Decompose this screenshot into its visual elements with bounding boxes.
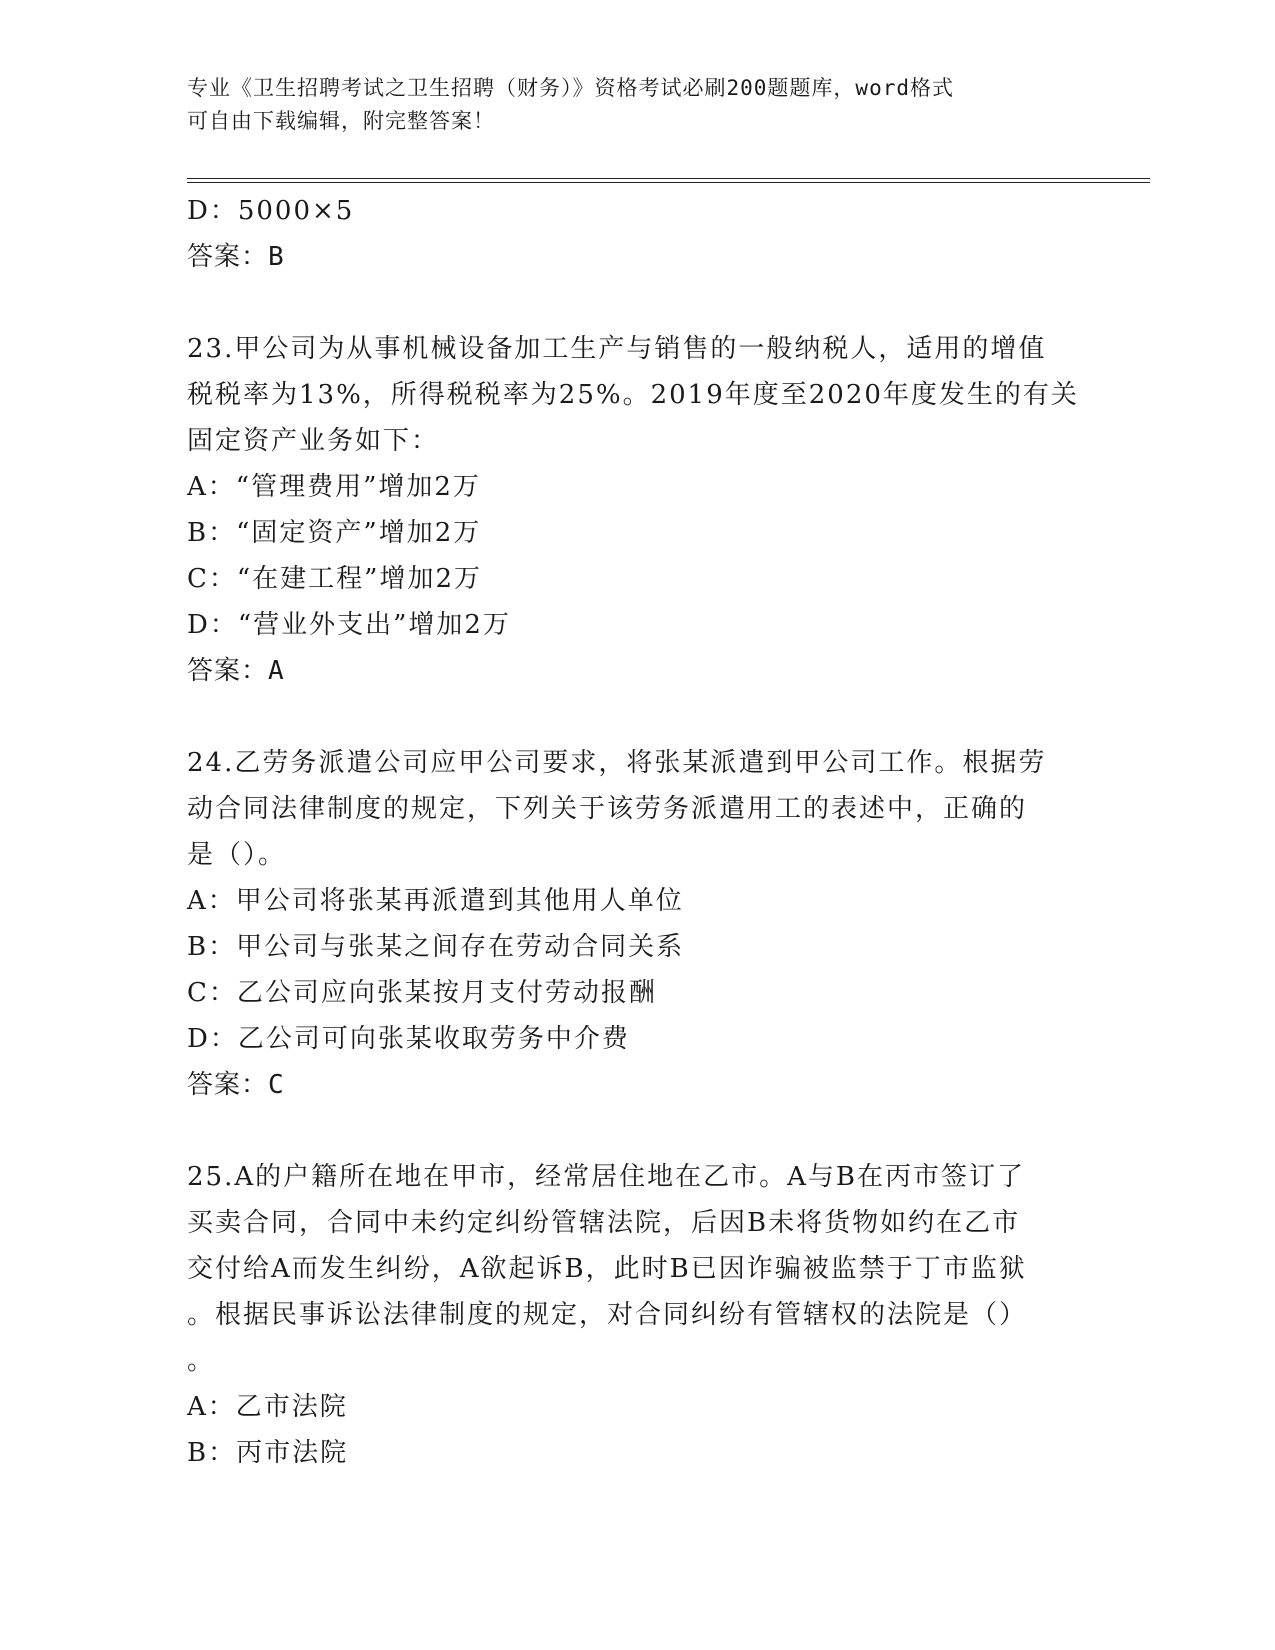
- question-text: 交付给A而发生纠纷，A欲起诉B，此时B已因诈骗被监禁于丁市监狱: [187, 1254, 1027, 1284]
- question-text: 25.A的户籍所在地在甲市，经常居住地在乙市。A与B在丙市签订了: [187, 1162, 1026, 1192]
- option-b: B：“固定资产”增加2万: [187, 518, 482, 548]
- question-text: 23.甲公司为从事机械设备加工生产与销售的一般纳税人，适用的增值: [187, 334, 1047, 364]
- option-a: A：“管理费用”增加2万: [187, 472, 481, 502]
- question-24: [187, 740, 1077, 1108]
- document-body: [187, 188, 1077, 1476]
- option-a: A：乙市法院: [187, 1392, 348, 1422]
- header-line-2: 可自由下载编辑，附完整答案！: [187, 109, 495, 133]
- header-divider-bottom: [187, 182, 1150, 183]
- question-text: 固定资产业务如下：: [187, 426, 440, 456]
- option-a: A：甲公司将张某再派遣到其他用人单位: [187, 886, 684, 916]
- spacer: [187, 1108, 1077, 1154]
- question-text: 是（）。: [187, 840, 287, 870]
- spacer: [187, 280, 1077, 326]
- spacer: [187, 694, 1077, 740]
- previous-question-tail: [187, 188, 1077, 280]
- option-d: D：乙公司可向张某收取劳务中介费: [187, 1024, 630, 1054]
- option-d: D：5000×5: [187, 196, 355, 226]
- question-text: 。: [187, 1346, 216, 1376]
- question-23: [187, 326, 1077, 694]
- header-divider-top: [187, 178, 1150, 179]
- question-25: [187, 1154, 1077, 1476]
- answer: 答案：A: [187, 656, 285, 686]
- answer: 答案：B: [187, 242, 285, 272]
- document-header: [187, 72, 1067, 138]
- option-c: C：“在建工程”增加2万: [187, 564, 483, 594]
- header-line-1: 专业《卫生招聘考试之卫生招聘（财务）》资格考试必刷200题题库，word格式: [187, 76, 954, 100]
- question-text: 税税率为13%，所得税税率为25%。2019年度至2020年度发生的有关: [187, 380, 1079, 410]
- option-d: D：“营业外支出”增加2万: [187, 610, 511, 640]
- option-b: B：丙市法院: [187, 1438, 349, 1468]
- question-text: 。根据民事诉讼法律制度的规定，对合同纠纷有管辖权的法院是（）: [187, 1300, 1028, 1330]
- question-text: 24.乙劳务派遣公司应甲公司要求，将张某派遣到甲公司工作。根据劳: [187, 748, 1047, 778]
- question-text: 动合同法律制度的规定，下列关于该劳务派遣用工的表述中，正确的: [187, 794, 1028, 824]
- option-b: B：甲公司与张某之间存在劳动合同关系: [187, 932, 685, 962]
- question-text: 买卖合同，合同中未约定纠纷管辖法院，后因B未将货物如约在乙市: [187, 1208, 1021, 1238]
- answer: 答案：C: [187, 1070, 285, 1100]
- option-c: C：乙公司应向张某按月支付劳动报酬: [187, 978, 657, 1008]
